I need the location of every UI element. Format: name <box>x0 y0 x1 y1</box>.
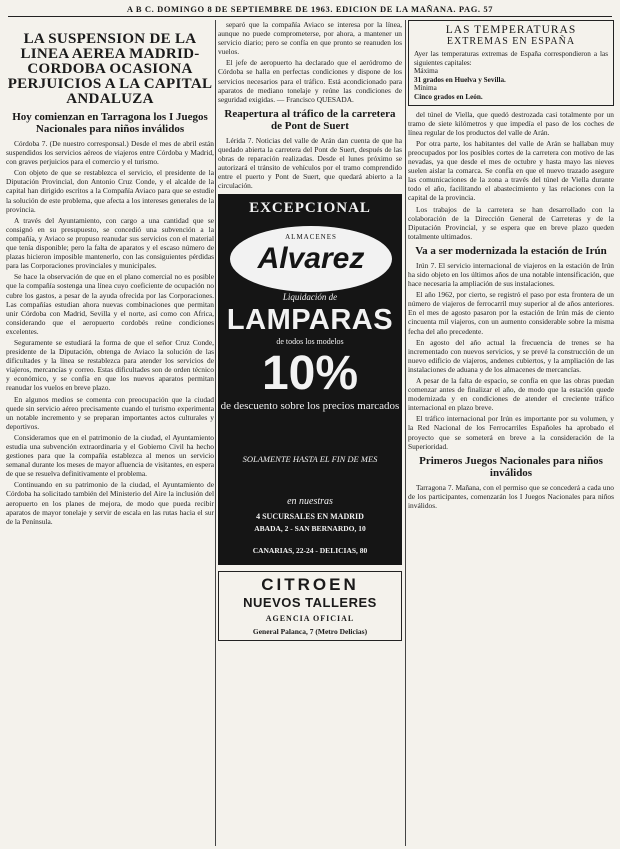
citroen-title: NUEVOS TALLERES <box>243 595 377 611</box>
article-headline: Va a ser modernizada la estación de Irún <box>415 244 607 257</box>
article-paragraph: Tarragona 7. Mañana, con el permiso que se concederá a cada uno de los participantes, comenzarán los I Juegos Nacionales para niños inválidos. <box>408 482 614 510</box>
advert-liquidacion: Liquidación de <box>282 292 338 303</box>
article-paragraph: separó que la compañía Aviaco se interesa por la línea, aunque no puede comprometerse, por ahora, a mantener un servicio diario; pero se confía en que pronto se reanuden los vuelos. <box>218 20 402 57</box>
article-paragraph: Continuando en su patrimonio de la ciudad, el Ayuntamiento de Córdoba ha solicitado también del Ministerio del Aire la inclusión del aeropuerto en los planes de mejora, de modo que pueda recibir aparatos de mayor tonelaje y servir de escala en las rutas hacia el sur de la Península. <box>6 480 214 526</box>
citroen-advert <box>218 571 402 641</box>
page-header: A B C. DOMINGO 8 DE SEPTIEMBRE DE 1963. EDICION DE LA MAÑANA. PAG. 57 <box>8 2 612 17</box>
article-paragraph: Se hace la observación de que en el plano comercial no es posible que la compañía sostenga una línea cuyo coeficiente de ocupación no cubre los gastos, a pesar de la ayuda ofrecida por las Corporaciones. Las compañías estudian ahora nuevas combinaciones que permitan unir Córdoba con Madrid, Sevilla y el norte, así como con Africa, considerando que el aeropuerto cordobés reúne condiciones excelentes. <box>6 272 214 336</box>
article-subhead: Hoy comienzan en Tarragona los I Juegos Nacionales para niños inválidos <box>12 111 208 135</box>
article-paragraph: Los trabajos de la carretera se han desarrollado con la colaboración de la Dirección General de Carreteras y de la Diputación Provincial, y se espera que en breve plazo queden totalmente ultimados. <box>408 204 614 241</box>
article-paragraph: Córdoba 7. (De nuestro corresponsal.) Desde el mes de abril están suspendidos los servicios aéreos de viajeros entre Córdoba y Madrid, con graves perjuicios para el comercio y el turismo. <box>6 139 214 167</box>
advert-brand: Alvarez <box>257 242 365 276</box>
article-paragraph: Seguramente se estudiará la forma de que el señor Cruz Conde, presidente de la Diputación, obtenga de Aviaco la solución de las dificultades y la línea se restablezca para atender los servicios de viajeros, mercancías y correo. Estas dificultades son de orden técnico y económico, y se confía en que los nuevos aparatos permitan reanudar los vuelos en breve plazo. <box>6 337 214 393</box>
citroen-agency: AGENCIA OFICIAL <box>265 614 355 624</box>
article-paragraph: El jefe de aeropuerto ha declarado que el aeródromo de Córdoba se halla en perfectas condiciones y dispone de los servicios necesarios para el tráfico. Está acondicionado para aparatos de mediano tonelaje y reúne las condiciones de seguridad exigidas. — Francisco QUESADA. <box>218 58 402 104</box>
temperatures-title: LAS TEMPERATURAS <box>445 24 577 36</box>
article-paragraph: El tráfico internacional por Irún es importante por su volumen, y la Red Nacional de los Ferrocarriles Españoles ha aprobado el proyecto que se someterá en breve a la consideración de la Superioridad. <box>408 414 614 451</box>
advert-logo <box>230 226 392 292</box>
column-3 <box>408 20 614 846</box>
temperatures-min-value: Cinco grados en León. <box>414 92 483 101</box>
advert-product: LAMPARAS <box>226 304 394 337</box>
advert-almacenes: ALMACENES <box>285 233 337 242</box>
citroen-address: General Palanca, 7 (Metro Delicias) <box>252 627 368 637</box>
temperatures-max-label: Máxima <box>414 67 438 76</box>
temperatures-box <box>408 20 614 106</box>
article-headline: LA SUSPENSION DE LA LINEA AEREA MADRID-CORDOBA OCASIONA PERJUICIOS A LA CAPITAL ANDALUZA <box>7 31 213 107</box>
advert-sucursales: 4 SUCURSALES EN MADRID <box>256 512 364 522</box>
article-paragraph: A través del Ayuntamiento, con cargo a una cantidad que se consignó en su presupuesto, se concedió una subvención a la compañía, y Aviaco se propuso reanudar sus servicios con el material que tenía disponible; pero la falta de aparatos y el escaso número de plazas hicieron imposible mantenerlo, con las consiguientes pérdidas para las Corporaciones provinciales y municipales. <box>6 215 214 271</box>
article-paragraph: Por otra parte, los habitantes del valle de Arán se hallaban muy preocupados por los posibles cortes de la carretera con motivo de las nevadas, ya que desde el mes de octubre y hasta mayo las nieves suelen aislar la comarca. Se confía en que el nuevo trazado asegure las comunicaciones de la zona a través del túnel de Viella durante todo el año, facilitando el abastecimiento y las relaciones con la capital de la provincia. <box>408 138 614 203</box>
alvarez-advert <box>218 194 402 450</box>
column-rule <box>405 20 406 846</box>
column-2 <box>218 20 402 846</box>
article-headline: Reapertura al tráfico de la carretera de Pont de Suert <box>224 107 396 132</box>
advert-excepcional: EXCEPCIONAL <box>249 200 371 217</box>
column-rule <box>215 20 216 846</box>
advert-percent: 10% <box>261 347 359 401</box>
column-1 <box>6 20 214 846</box>
advert-en-nuestras: en nuestras <box>287 496 333 508</box>
advert-description: de descuento sobre los precios marcados <box>220 400 400 413</box>
advert-address-2: CANARIAS, 22-24 - DELICIAS, 80 <box>252 546 368 556</box>
article-paragraph: Irún 7. El servicio internacional de viajeros en la estación de Irún ha sido objeto en los últimos años de una notable intensificación, que hace necesaria la ampliación de sus instalaciones. <box>408 260 614 289</box>
article-paragraph: En agosto del año actual la frecuencia de trenes se ha incrementado con nuevos servicios, y se prevé la construcción de un nuevo edificio de viajeros, andenes cubiertos, y la ampliación de las instalaciones de aduana y de los almacenes de mercancías. <box>408 337 614 374</box>
advert-solamente: SOLAMENTE HASTA EL FIN DE MES <box>242 454 378 465</box>
temperatures-min-label: Mínima <box>414 84 437 93</box>
temperatures-max-value: 31 grados en Huelva y Sevilla. <box>414 75 506 84</box>
article-paragraph: Lérida 7. Noticias del valle de Arán dan cuenta de que ha quedado abierta la carretera del Pont de Suert, después de las obras de reparación realizadas. Desde el lunes próximo se autorizará el tránsito de vehículos por el tramo comprendido entre el puerto y Pont de Suert, que quedará abierto a la circulación. <box>218 135 402 191</box>
temperatures-intro: Ayer las temperaturas extremas de España correspondieron a las siguientes capitales: <box>414 50 608 67</box>
article-headline: Primeros Juegos Nacionales para niños inválidos <box>419 454 603 479</box>
article-paragraph: El año 1962, por cierto, se registró el paso por esta frontera de un número de viajeros de ferrocarril muy superior al de años anteriores. En el mes de agosto pasaron por la estación de Irún más de ciento cincuenta mil viajeros, con un aumento considerable sobre la misma fecha del año precedente. <box>408 290 614 336</box>
citroen-brand: CITROEN <box>261 575 359 595</box>
article-paragraph: A pesar de la falta de espacio, se confía en que las obras puedan comenzar antes de finalizar el año, de modo que la estación quede modernizada y en condiciones de atender el creciente tráfico internacional en plazo breve. <box>408 376 614 413</box>
article-paragraph: Con objeto de que se restablezca el servicio, el presidente de la Diputación Provincial, don Antonio Cruz Conde, y el alcalde de la capital han dirigido escritos a la Compañía Aviaco para que se estudie la solución de este problema, que afecta a los intereses generales de la provincia. <box>6 168 214 214</box>
article-paragraph: del túnel de Viella, que quedó destrozada casi totalmente por un tramo de siete kilómetros y que impedía el paso de los coches de línea regular de los productos del valle de Arán. <box>408 109 614 137</box>
advert-todos: de todos los modelos <box>276 337 344 347</box>
advert-address-1: ABADA, 2 - SAN BERNARDO, 10 <box>254 524 366 534</box>
alvarez-advert-footer <box>218 450 402 565</box>
article-paragraph: Consideramos que en el patrimonio de la ciudad, el Ayuntamiento estudia una subvención extraordinaria y el Gobierno Civil ha hecho gestiones para que la compañía establezca al menos un servicio semanal durante los meses de mayor afluencia de visitantes, en espera de que se resuelva definitivamente el problema. <box>6 432 214 479</box>
temperatures-subtitle: EXTREMAS EN ESPAÑA <box>446 36 576 47</box>
article-paragraph: En algunos medios se comenta con preocupación que la ciudad quede sin servicio aéreo precisamente cuando el turismo experimenta un notable incremento y se preparan importantes actos culturales y deportivos. <box>6 394 214 431</box>
